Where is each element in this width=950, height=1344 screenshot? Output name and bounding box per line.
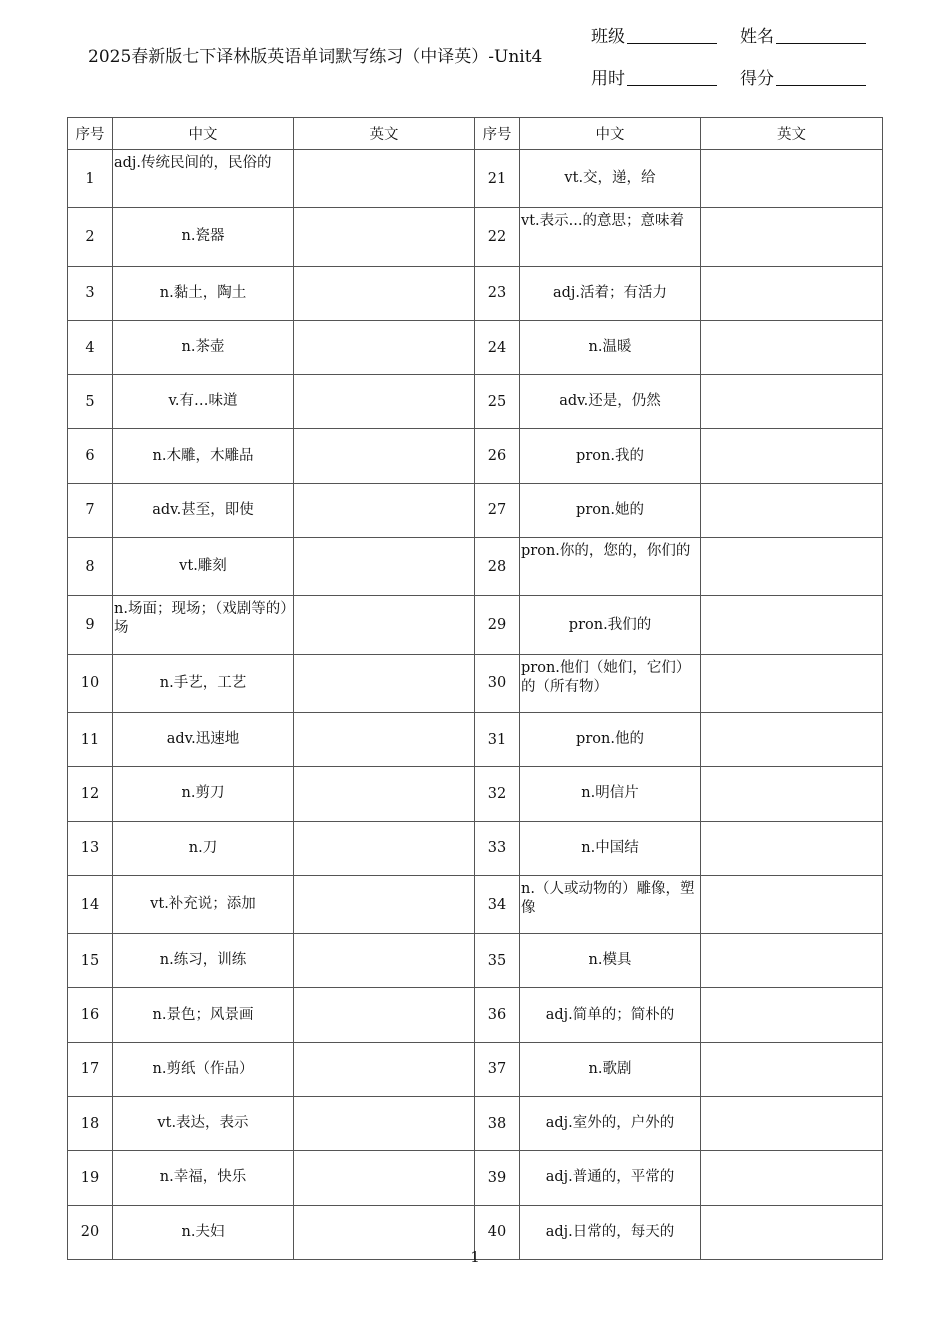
class-label: 班级 <box>591 27 625 47</box>
row-chinese-right <box>520 875 701 933</box>
row-index-left: 17 <box>68 1042 113 1096</box>
row-index-left: 11 <box>68 712 113 766</box>
row-index-left: 4 <box>68 320 113 374</box>
row-index-right: 28 <box>475 538 520 596</box>
answer-cell-right[interactable] <box>701 988 883 1042</box>
answer-cell-right[interactable] <box>701 375 883 429</box>
answer-cell-left[interactable] <box>294 988 475 1042</box>
row-chinese-right: pron.我的 <box>520 429 701 483</box>
time-label: 用时 <box>591 69 625 89</box>
answer-cell-right[interactable] <box>701 654 883 712</box>
row-index-right: 30 <box>475 654 520 712</box>
row-index-left: 3 <box>68 266 113 320</box>
row-index-right: 34 <box>475 875 520 933</box>
row-chinese-left: n.黏土，陶土 <box>113 266 294 320</box>
row-index-left: 13 <box>68 821 113 875</box>
answer-cell-left[interactable] <box>294 483 475 537</box>
row-chinese-left: n.夫妇 <box>113 1205 294 1259</box>
table-header-row <box>68 118 883 150</box>
row-chinese-left: n.幸福，快乐 <box>113 1151 294 1205</box>
row-chinese-right: adj.活着；有活力 <box>520 266 701 320</box>
answer-cell-right[interactable] <box>701 1097 883 1151</box>
row-index-right: 24 <box>475 320 520 374</box>
row-index-left: 6 <box>68 429 113 483</box>
row-index-right: 23 <box>475 266 520 320</box>
answer-cell-left[interactable] <box>294 429 475 483</box>
header-english-left: 英文 <box>294 118 475 150</box>
table-row <box>68 538 883 596</box>
table-row <box>68 375 883 429</box>
row-chinese-left: n.茶壶 <box>113 320 294 374</box>
table-row <box>68 208 883 266</box>
answer-cell-left[interactable] <box>294 150 475 208</box>
table-row <box>68 1097 883 1151</box>
row-index-left: 19 <box>68 1151 113 1205</box>
row-index-right: 26 <box>475 429 520 483</box>
row-index-right: 39 <box>475 1151 520 1205</box>
row-chinese-right: n.中国结 <box>520 821 701 875</box>
row-index-right: 22 <box>475 208 520 266</box>
class-blank[interactable] <box>627 42 717 44</box>
row-chinese-left: adv.甚至，即使 <box>113 483 294 537</box>
row-index-right: 21 <box>475 150 520 208</box>
row-chinese-left: n.练习，训练 <box>113 934 294 988</box>
answer-cell-right[interactable] <box>701 875 883 933</box>
answer-cell-right[interactable] <box>701 483 883 537</box>
answer-cell-right[interactable] <box>701 208 883 266</box>
row-chinese-left: n.刀 <box>113 821 294 875</box>
row-chinese-left: n.剪刀 <box>113 767 294 821</box>
answer-cell-right[interactable] <box>701 538 883 596</box>
chinese-text: vt.表示...的意思；意味着 <box>521 213 684 230</box>
row-chinese-right: adj.普通的，平常的 <box>520 1151 701 1205</box>
name-label: 姓名 <box>740 27 774 47</box>
name-blank[interactable] <box>776 42 866 44</box>
row-index-right: 27 <box>475 483 520 537</box>
class-field <box>591 22 717 47</box>
row-index-left: 5 <box>68 375 113 429</box>
row-chinese-right: n.温暖 <box>520 320 701 374</box>
table-row <box>68 266 883 320</box>
chinese-text: pron.他们（她们，它们）的（所有物） <box>521 659 691 695</box>
answer-cell-left[interactable] <box>294 266 475 320</box>
answer-cell-right[interactable] <box>701 1151 883 1205</box>
header-chinese-left: 中文 <box>113 118 294 150</box>
row-index-right: 25 <box>475 375 520 429</box>
table-row <box>68 712 883 766</box>
score-field <box>740 64 866 89</box>
row-chinese-left: vt.雕刻 <box>113 538 294 596</box>
answer-cell-left[interactable] <box>294 712 475 766</box>
answer-cell-left[interactable] <box>294 934 475 988</box>
answer-cell-right[interactable] <box>701 821 883 875</box>
row-index-left: 2 <box>68 208 113 266</box>
table-row <box>68 596 883 654</box>
score-label: 得分 <box>740 69 774 89</box>
row-chinese-right: adj.简单的；简朴的 <box>520 988 701 1042</box>
chinese-text: n.（人或动物的）雕像，塑像 <box>521 880 695 916</box>
chinese-text: pron.你的，您的，你们的 <box>521 543 691 560</box>
row-chinese-right: adj.日常的，每天的 <box>520 1205 701 1259</box>
table-row <box>68 483 883 537</box>
row-chinese-right: n.模具 <box>520 934 701 988</box>
page-title: 2025春新版七下译林版英语单词默写练习（中译英）-Unit4 <box>88 47 543 67</box>
row-index-right: 35 <box>475 934 520 988</box>
row-index-right: 37 <box>475 1042 520 1096</box>
row-chinese-right: adj.室外的，户外的 <box>520 1097 701 1151</box>
row-index-right: 31 <box>475 712 520 766</box>
header-index-left: 序号 <box>68 118 113 150</box>
answer-cell-right[interactable] <box>701 934 883 988</box>
row-chinese-left: n.木雕，木雕品 <box>113 429 294 483</box>
row-index-right: 29 <box>475 596 520 654</box>
row-chinese-right <box>520 538 701 596</box>
table-row <box>68 150 883 208</box>
row-index-left: 9 <box>68 596 113 654</box>
answer-cell-right[interactable] <box>701 429 883 483</box>
header-index-right: 序号 <box>475 118 520 150</box>
row-index-right: 38 <box>475 1097 520 1151</box>
answer-cell-left[interactable] <box>294 654 475 712</box>
answer-cell-left[interactable] <box>294 208 475 266</box>
answer-cell-right[interactable] <box>701 266 883 320</box>
answer-cell-left[interactable] <box>294 538 475 596</box>
chinese-text: n.场面；现场；（戏剧等的）场 <box>114 601 288 637</box>
row-chinese-right: pron.她的 <box>520 483 701 537</box>
row-chinese-left <box>113 596 294 654</box>
table-row <box>68 1151 883 1205</box>
row-index-left: 20 <box>68 1205 113 1259</box>
row-index-right: 32 <box>475 767 520 821</box>
header-chinese-right: 中文 <box>520 118 701 150</box>
header-english-right: 英文 <box>701 118 883 150</box>
row-index-left: 14 <box>68 875 113 933</box>
row-index-left: 8 <box>68 538 113 596</box>
answer-cell-left[interactable] <box>294 1097 475 1151</box>
row-chinese-left: n.手艺，工艺 <box>113 654 294 712</box>
answer-cell-left[interactable] <box>294 1042 475 1096</box>
answer-cell-left[interactable] <box>294 875 475 933</box>
table-row <box>68 654 883 712</box>
table-row <box>68 429 883 483</box>
row-index-right: 36 <box>475 988 520 1042</box>
answer-cell-right[interactable] <box>701 596 883 654</box>
row-index-left: 1 <box>68 150 113 208</box>
row-index-left: 7 <box>68 483 113 537</box>
row-chinese-left: n.剪纸（作品） <box>113 1042 294 1096</box>
row-chinese-right <box>520 654 701 712</box>
row-index-left: 10 <box>68 654 113 712</box>
table-row <box>68 1042 883 1096</box>
time-blank[interactable] <box>627 84 717 86</box>
row-index-right: 33 <box>475 821 520 875</box>
table-row <box>68 988 883 1042</box>
row-chinese-right: pron.我们的 <box>520 596 701 654</box>
row-chinese-left: v.有…味道 <box>113 375 294 429</box>
row-chinese-right <box>520 208 701 266</box>
answer-cell-right[interactable] <box>701 320 883 374</box>
answer-cell-left[interactable] <box>294 821 475 875</box>
row-index-left: 12 <box>68 767 113 821</box>
answer-cell-right[interactable] <box>701 712 883 766</box>
answer-cell-right[interactable] <box>701 150 883 208</box>
row-index-left: 18 <box>68 1097 113 1151</box>
name-field <box>740 22 866 47</box>
time-field <box>591 64 717 89</box>
row-chinese-left: vt.补充说；添加 <box>113 875 294 933</box>
row-chinese-left: n.景色；风景画 <box>113 988 294 1042</box>
row-chinese-right: adv.还是，仍然 <box>520 375 701 429</box>
table-row <box>68 934 883 988</box>
answer-cell-left[interactable] <box>294 1151 475 1205</box>
table-row <box>68 767 883 821</box>
answer-cell-left[interactable] <box>294 375 475 429</box>
row-index-left: 15 <box>68 934 113 988</box>
score-blank[interactable] <box>776 84 866 86</box>
chinese-text: adj.传统民间的，民俗的 <box>114 155 272 171</box>
vocabulary-table <box>67 117 883 1260</box>
table-row <box>68 320 883 374</box>
row-chinese-right: vt.交，递，给 <box>520 150 701 208</box>
table-row <box>68 821 883 875</box>
row-index-right: 40 <box>475 1205 520 1259</box>
answer-cell-right[interactable] <box>701 767 883 821</box>
row-chinese-left: n.瓷器 <box>113 208 294 266</box>
row-chinese-left: vt.表达，表示 <box>113 1097 294 1151</box>
answer-cell-left[interactable] <box>294 320 475 374</box>
row-chinese-right: pron.他的 <box>520 712 701 766</box>
row-chinese-left: adv.迅速地 <box>113 712 294 766</box>
answer-cell-right[interactable] <box>701 1042 883 1096</box>
answer-cell-left[interactable] <box>294 596 475 654</box>
table-row <box>68 875 883 933</box>
row-index-left: 16 <box>68 988 113 1042</box>
row-chinese-left <box>113 150 294 208</box>
page-number: 1 <box>470 1248 480 1266</box>
row-chinese-right: n.明信片 <box>520 767 701 821</box>
answer-cell-left[interactable] <box>294 767 475 821</box>
row-chinese-right: n.歌剧 <box>520 1042 701 1096</box>
